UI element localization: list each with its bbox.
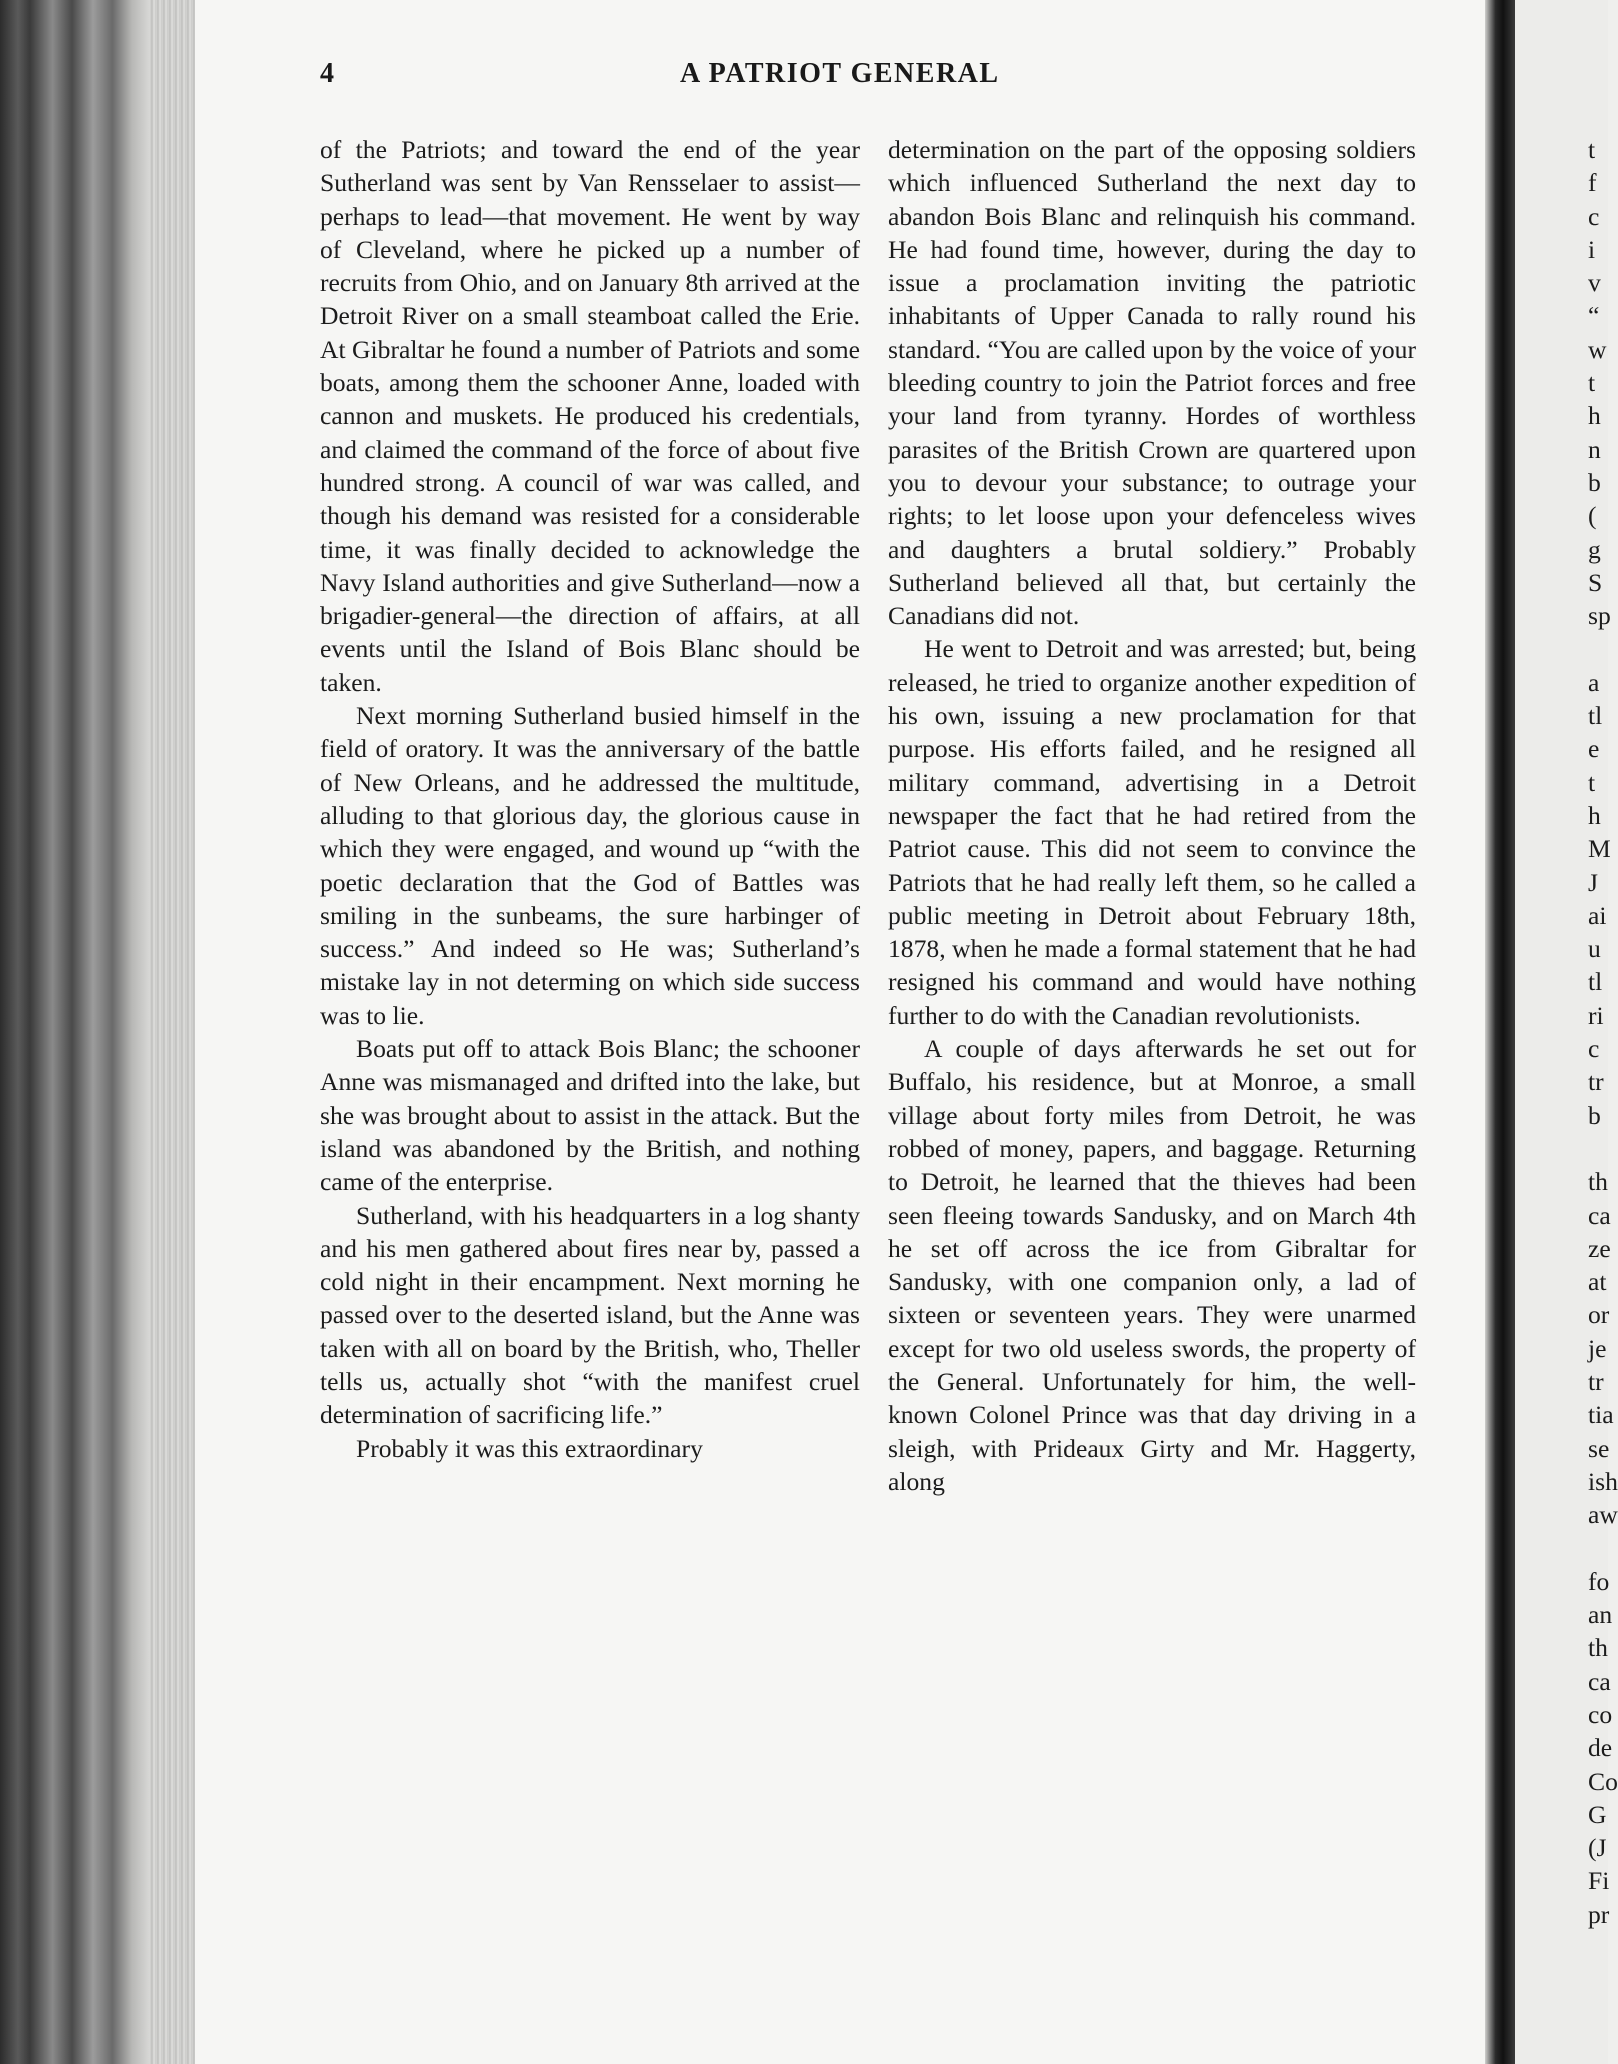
next-page-fragment: pr [1588,1899,1610,1929]
next-page-fragment: n [1588,434,1601,464]
paragraph: Sutherland, with his headquarters in a log shanty and his men gathered about fires near by, passed a cold night in their encampment. Next morning he passed over to the deserted island, but the Anne was taken with all on board by the British, who, Theller tells us, actually shot “with the manifest cruel determination of sacrificing life.” [320,1200,860,1430]
next-page-fragment: ish [1588,1466,1618,1496]
next-page-fragment: t [1588,368,1596,398]
next-page-fragment: tr [1588,1366,1604,1396]
next-page-text-fragments [1588,133,1618,1931]
page-header [320,58,1408,98]
next-page-fragment: Fi [1588,1866,1610,1896]
next-page-fragment: G [1588,1799,1607,1829]
left-column [320,133,860,1465]
next-page-fragment: e [1588,734,1600,764]
next-page-fragment: sp [1588,601,1611,631]
paragraph: determination on the part of the opposing soldiers which influenced Sutherland the next day to abandon Bois Blanc and relinquish his command. He had found time, however, during the day to issue a proclamation inviting the patriotic inhabitants of Upper Canada to rally round his standard. “You are called upon by the voice of your bleeding country to join the Patriot forces and free your land from tyranny. Hordes of worthless parasites of the British Crown are quartered upon you to devour your substance; to outrage your rights; to let loose upon your defenceless wives and daughters a brutal soldiery.” Probably Sutherland believed all that, but certainly the Canadians did not. [888,135,1416,631]
next-page-fragment: ai [1588,900,1607,930]
next-page-fragment: v [1588,268,1601,298]
next-page-fragment: J [1588,867,1598,897]
next-page-fragment: t [1588,767,1596,797]
next-page-fragment: an [1588,1600,1613,1630]
page-edges [150,0,195,2064]
next-page-fragment: or [1588,1300,1610,1330]
book-binding-left [0,0,150,2064]
next-page-fragment: ca [1588,1666,1611,1696]
next-page-fragment: aw [1588,1500,1618,1530]
next-page-fragment: t [1588,135,1596,164]
paragraph: Next morning Sutherland busied himself in the field of oratory. It was the anniversary of the battle of New Orleans, and he addressed the multitude, alluding to that glorious day, the glorious cause in which they were engaged, and wound up “with the poetic declaration that the God of Battles was smiling in the sunbeams, the sure harbinger of success.” And indeed so He was; Sutherland’s mistake lay in not determing on which side success was to lie. [320,701,860,1030]
next-page-fragment: tia [1588,1400,1614,1430]
paragraph: of the Patriots; and toward the end of the year Sutherland was sent by Van Rensselaer to assist—perhaps to lead—that movement. He went by way of Cleveland, where he picked up a number of recruits from Ohio, and on January 8th arrived at the Detroit River on a small steamboat called the Erie. At Gibraltar he found a number of Patriots and some boats, among them the schooner Anne, loaded with cannon and muskets. He produced his credentials, and claimed the command of the force of about five hundred strong. A council of war was called, and though his demand was resisted for a considerable time, it was finally decided to acknowledge the Navy Island authorities and give Sutherland—now a brigadier-general—the direction of affairs, at all events until the Island of Bois Blanc should be taken. [320,135,860,697]
next-page-fragment: g [1588,534,1601,564]
next-page-fragment: h [1588,401,1601,431]
next-page-fragment: w [1588,334,1607,364]
next-page-fragment: Co [1588,1766,1618,1796]
next-page-fragment [1588,1132,1618,1165]
next-page-fragment: f [1588,168,1597,198]
next-page-fragment: ri [1588,1000,1604,1030]
next-page-fragment: a [1588,667,1600,697]
paragraph: He went to Detroit and was arrested; but, being released, he tried to organize another expedition of his own, issuing a new proclamation for that purpose. His efforts failed, and he resigned all military command, advertising in a Detroit newspaper the fact that he had retired from the Patriot cause. This did not seem to convince the Patriots that he had really left them, so he called a public meeting in Detroit about February 18th, 1878, when he made a formal statement that he had resigned his command and would have nothing further to do with the Canadian revolutionists. [888,634,1416,1030]
next-page-fragment: se [1588,1433,1610,1463]
paragraph: A couple of days afterwards he set out for Buffalo, his residence, but at Monroe, a small village about forty miles from Detroit, he was robbed of money, papers, and baggage. Returning to Detroit, he learned that the thieves had been seen fleeing towards Sandusky, and on March 4th he set off across the ice from Gibraltar for Sandusky, with one companion only, a lad of sixteen or seventeen years. They were unarmed except for two old useless swords, the property of the General. Unfortunately for him, the well-known Colonel Prince was that day driving in a sleigh, with Prideaux Girty and Mr. Haggerty, along [888,1034,1416,1496]
next-page-fragment: b [1588,1100,1601,1130]
next-page-fragment: (J [1588,1833,1607,1863]
next-page-fragment [1588,632,1618,665]
next-page-fragment: tl [1588,701,1603,731]
book-gutter [1485,0,1515,2064]
paragraph: Probably it was this extraordinary [356,1433,703,1463]
next-page-fragment: th [1588,1633,1608,1663]
next-page-fragment: h [1588,800,1601,830]
next-page-fragment: fo [1588,1566,1610,1596]
next-page-fragment: S [1588,567,1603,597]
next-page-fragment: b [1588,467,1601,497]
next-page-fragment: u [1588,934,1601,964]
next-page-fragment: th [1588,1167,1608,1197]
right-column [888,133,1416,1498]
running-title: A PATRIOT GENERAL [680,58,1000,89]
next-page-fragment: tr [1588,1067,1604,1097]
next-page-fragment: ze [1588,1233,1611,1263]
next-page-fragment: co [1588,1699,1613,1729]
next-page-fragment: c [1588,201,1600,231]
next-page-fragment: ( [1588,501,1597,531]
next-page-fragment: tl [1588,967,1603,997]
next-page-fragment: “ [1588,301,1600,331]
next-page-fragment: M [1588,834,1611,864]
next-page-fragment: at [1588,1267,1607,1297]
next-page-fragment [1588,1531,1618,1564]
next-page-fragment: de [1588,1733,1613,1763]
page-number: 4 [320,58,334,89]
paragraph: Boats put off to attack Bois Blanc; the schooner Anne was mismanaged and drifted into the lake, but she was brought about to assist in the attack. But the island was abandoned by the British, and nothing came of the enterprise. [320,1034,860,1197]
next-page-fragment: i [1588,234,1596,264]
next-page-fragment: c [1588,1034,1600,1064]
next-page-fragment: je [1588,1333,1607,1363]
next-page-fragment: ca [1588,1200,1611,1230]
